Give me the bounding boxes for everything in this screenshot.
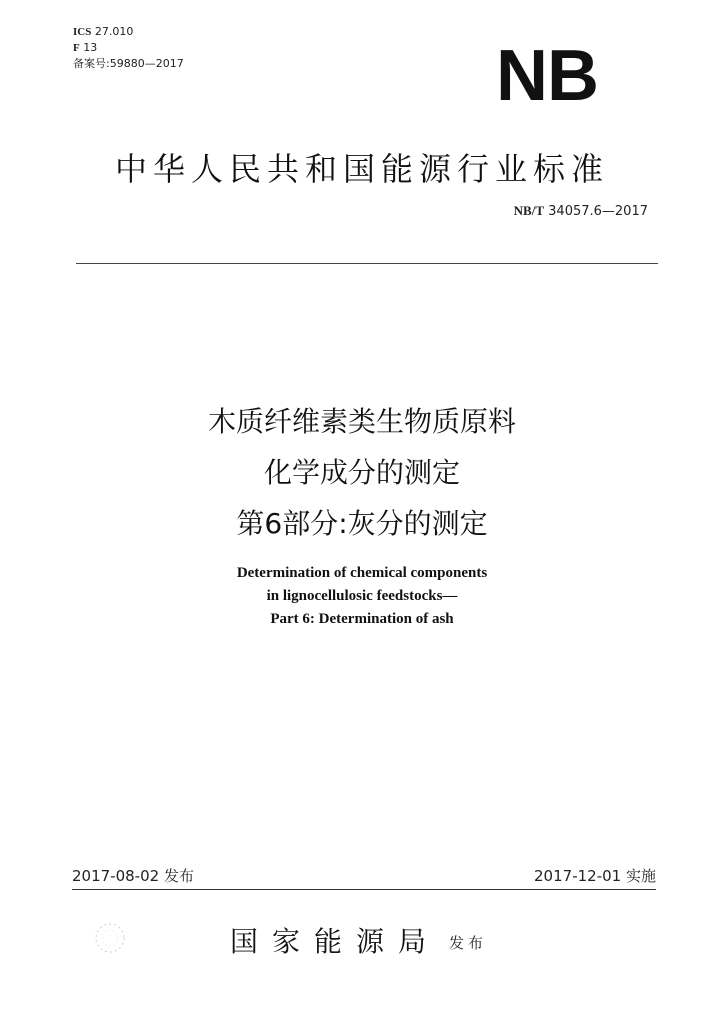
english-title: [0, 562, 724, 631]
standard-prefix: NB/T: [513, 203, 545, 218]
chinese-title-line-1: 木质纤维素类生物质原料: [207, 405, 516, 438]
header-divider: [76, 263, 658, 264]
implementation-date-label: 实施: [625, 867, 656, 885]
implementation-date: [534, 865, 656, 886]
record-label: 备案号:: [73, 57, 110, 70]
chinese-title-line-2: 化学成分的测定: [263, 456, 460, 489]
standard-code: 34057.6—2017: [548, 204, 648, 219]
chinese-title-line-3: 第6部分:灰分的测定: [236, 507, 488, 540]
standard-category-title: 中华人民共和国能源行业标准: [114, 150, 609, 188]
issue-date: [72, 865, 194, 886]
implementation-date-value: 2017-12-01: [534, 867, 622, 885]
chinese-title: [0, 396, 724, 549]
record-value: 59880—2017: [109, 57, 184, 70]
english-title-line-3: Part 6: Determination of ash: [270, 611, 454, 627]
issuing-authority: 国家能源局: [230, 925, 441, 958]
issue-date-label: 发布: [163, 867, 194, 885]
ics-value: 27.010: [94, 25, 134, 38]
ics-code: [73, 24, 184, 40]
category-code: [73, 40, 184, 56]
document-metadata: [73, 24, 184, 71]
seal-mark-icon: [92, 920, 128, 956]
footer-divider: [72, 889, 656, 890]
english-title-line-1: Determination of chemical components: [236, 565, 488, 581]
nb-logo: NB: [496, 36, 598, 116]
category-prefix: F: [73, 42, 80, 54]
category-value: 13: [83, 41, 98, 54]
issuing-authority-suffix: 发布: [449, 934, 488, 952]
standard-number: [514, 203, 648, 219]
english-title-line-2: in lignocellulosic feedstocks—: [266, 588, 458, 604]
record-number: [73, 56, 184, 71]
ics-prefix: ICS: [73, 26, 92, 38]
issue-date-value: 2017-08-02: [72, 867, 160, 885]
